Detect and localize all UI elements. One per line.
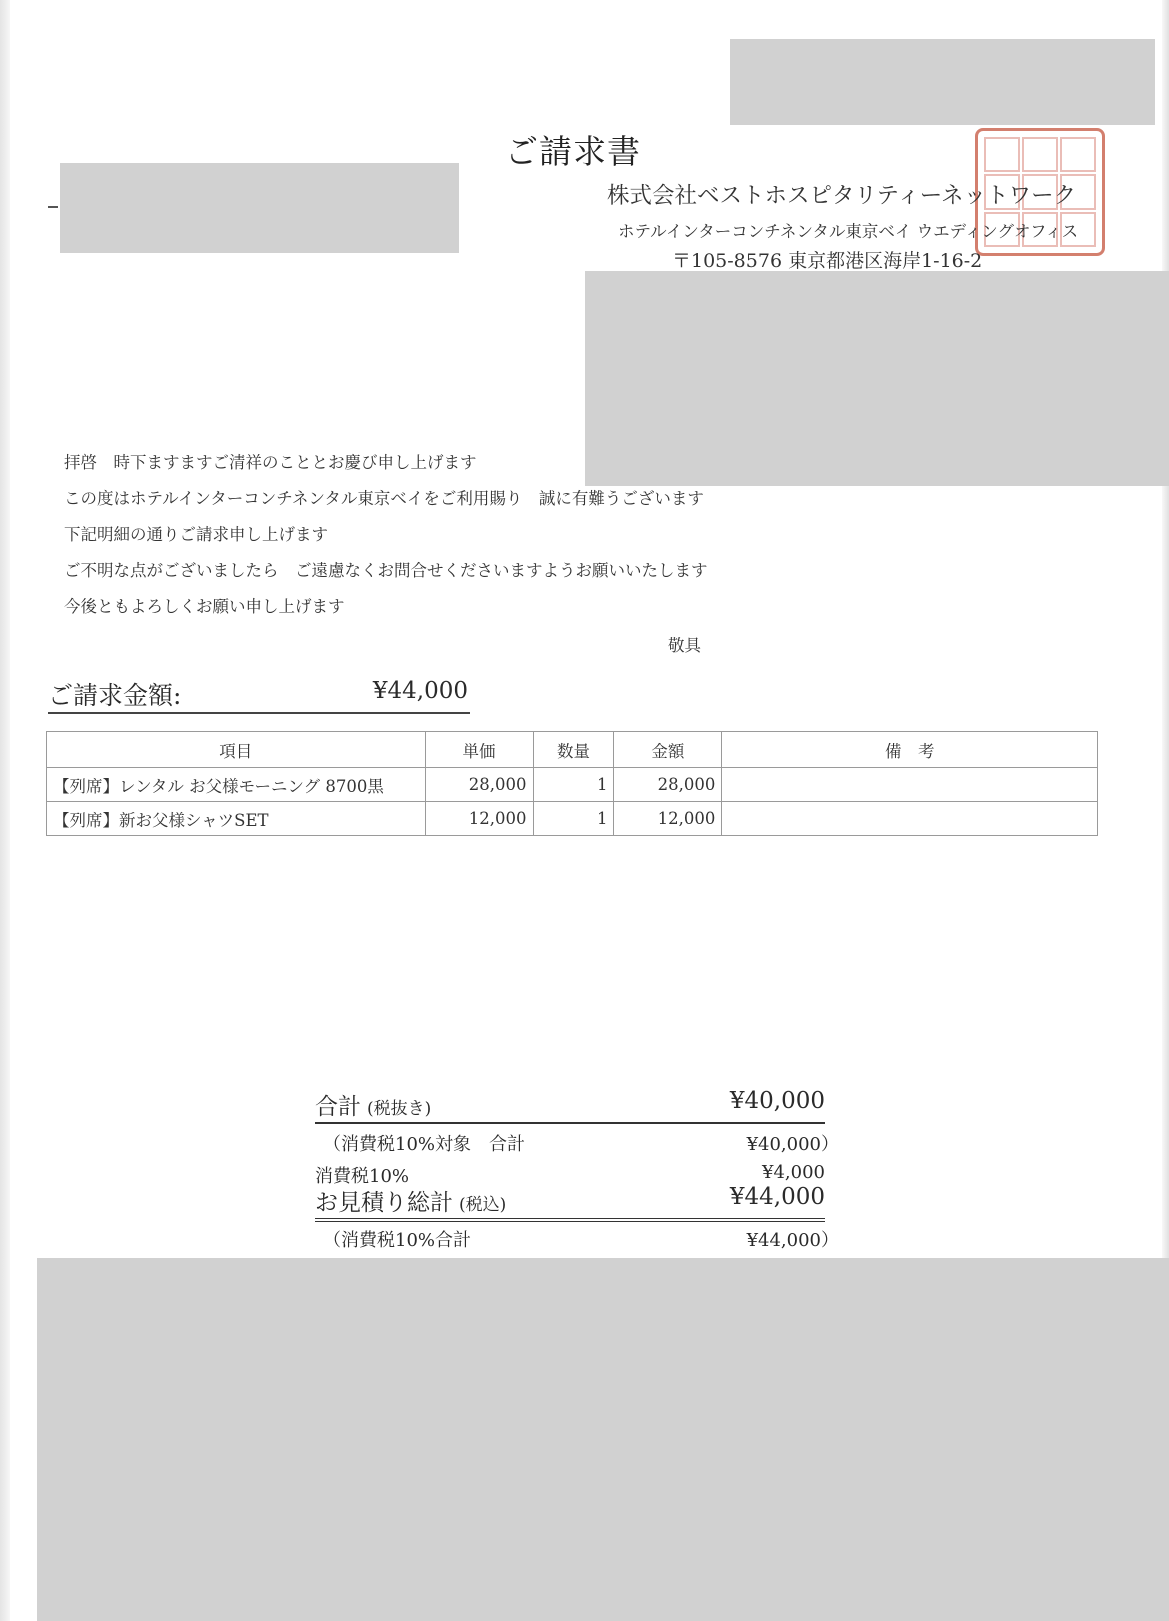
issuer-address: 〒105-8576 東京都港区海岸1-16-2 [672,250,983,272]
cell-remarks [722,802,1098,836]
grand-total-label: お見積り総計 (税込) [315,1190,507,1216]
greeting-line: ご不明な点がございましたら ご遠慮なくお問合せくださいますようお願いいたします [64,561,708,580]
tax-row [315,1162,825,1186]
issuer-office-name: ホテルインターコンチネンタル東京ベイ ウエディングオフィス [618,222,1079,241]
closing-text: 敬具 [668,636,701,655]
billing-amount-row [48,676,470,714]
grand-tax-row [315,1226,839,1252]
cell-unit-price: 28,000 [425,768,533,802]
greeting-line: 拝啓 時下ますますご清祥のこととお慶び申し上げます [64,453,477,472]
subtotal-note: (税抜き) [367,1099,432,1119]
greeting-text [64,452,708,632]
column-header-amount: 金額 [614,732,722,768]
cell-remarks [722,768,1098,802]
taxable-value: ¥40,000） [746,1134,839,1155]
subtotal-value: ¥40,000 [729,1088,825,1114]
cell-quantity: 1 [533,768,614,802]
greeting-line: この度はホテルインターコンチネンタル東京ベイをご利用賜り 誠に有難うございます [64,489,704,508]
grand-tax-value: ¥44,000） [746,1230,839,1251]
redacted-recipient-name [60,163,459,253]
tax-value: ¥4,000 [762,1162,825,1183]
grand-total-note: (税込) [459,1195,507,1215]
cell-item: 【列席】レンタル お父様モーニング 8700黒 [47,768,426,802]
column-header-unit-price: 単価 [425,732,533,768]
page-title: ご請求書 [505,132,641,171]
cell-amount: 28,000 [614,768,722,802]
redacted-block-bottom [37,1258,1169,1621]
table-header-row [47,732,1098,768]
recipient-underline [48,206,58,208]
column-header-quantity: 数量 [533,732,614,768]
cell-quantity: 1 [533,802,614,836]
subtotal-row [315,1088,825,1124]
grand-total-row [315,1184,825,1222]
billing-amount-value: ¥44,000 [372,678,468,704]
cell-item: 【列席】新お父様シャツSET [47,802,426,836]
page-edge-left [0,0,10,1621]
items-table [46,731,1098,836]
grand-total-value: ¥44,000 [729,1184,825,1210]
issuer-company-name: 株式会社ベストホスピタリティーネットワーク [607,183,1077,209]
greeting-line: 下記明細の通りご請求申し上げます [64,525,328,544]
tax-label: 消費税10% [315,1166,410,1187]
column-header-remarks: 備 考 [722,732,1098,768]
table-row [47,802,1098,836]
billing-amount-label: ご請求金額: [48,681,182,710]
subtotal-label: 合計 (税抜き) [315,1094,432,1120]
taxable-row [315,1130,839,1156]
column-header-item: 項目 [47,732,426,768]
greeting-line: 今後ともよろしくお願い申し上げます [64,597,345,616]
grand-tax-label: （消費税10%合計 [323,1230,472,1251]
taxable-label: （消費税10%対象 合計 [323,1134,526,1155]
cell-unit-price: 12,000 [425,802,533,836]
table-row [47,768,1098,802]
redacted-block-top-right [730,39,1155,125]
cell-amount: 12,000 [614,802,722,836]
